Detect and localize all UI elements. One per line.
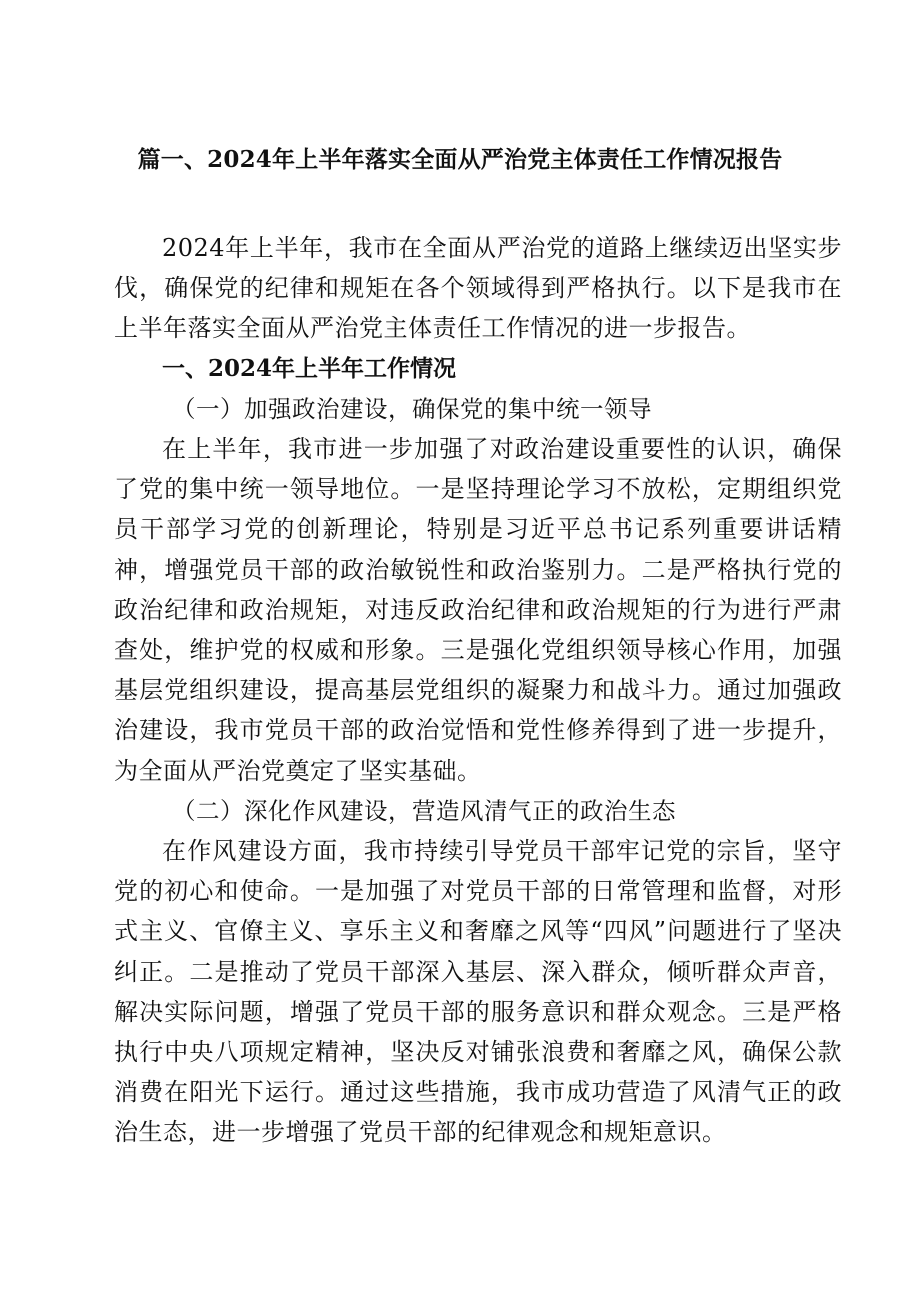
- subsection-body-2: 在作风建设方面，我市持续引导党员干部牢记党的宗旨，坚守党的初心和使命。一是加强了对党员干部的日常管理和监督，对形式主义、官僚主义、享乐主义和奢靡之风等“四风”问题进行了坚决纠正。二是推动了党员干部深入基层、深入群众，倾听群众声音，解决实际问题，增强了党员干部的服务意识和群众观念。三是严格执行中央八项规定精神，坚决反对铺张浪费和奢靡之风，确保公款消费在阳光下运行。通过这些措施，我市成功营造了风清气正的政治生态，进一步增强了党员干部的纪律观念和规矩意识。: [114, 837, 842, 1147]
- subsection-heading-2: （二）深化作风建设，营造风清气正的政治生态: [172, 796, 676, 825]
- subsection-body-1: 在上半年，我市进一步加强了对政治建设重要性的认识，确保了党的集中统一领导地位。一是坚持理论学习不放松，定期组织党员干部学习党的创新理论，特别是习近平总书记系列重要讲话精神，增强党员干部的政治敏锐性和政治鉴别力。二是严格执行党的政治纪律和政治规矩，对违反政治纪律和政治规矩的行为进行严肃查处，维护党的权威和形象。三是强化党组织领导核心作用，加强基层党组织建设，提高基层党组织的凝聚力和战斗力。通过加强政治建设，我市党员干部的政治觉悟和党性修养得到了进一步提升，为全面从严治党奠定了坚实基础。: [114, 435, 842, 785]
- document-title: 篇一、2024年上半年落实全面从严治党主体责任工作情况报告: [137, 146, 783, 173]
- document-body: [114, 228, 842, 1153]
- intro-paragraph: 2024年上半年，我市在全面从严治党的道路上继续迈出坚实步伐，确保党的纪律和规矩在各个领域得到严格执行。以下是我市在上半年落实全面从严治党主体责任工作情况的进一步报告。: [114, 234, 842, 343]
- section-heading: 一、2024年上半年工作情况: [162, 354, 457, 382]
- subsection-heading-1: （一）加强政治建设，确保党的集中统一领导: [172, 394, 652, 423]
